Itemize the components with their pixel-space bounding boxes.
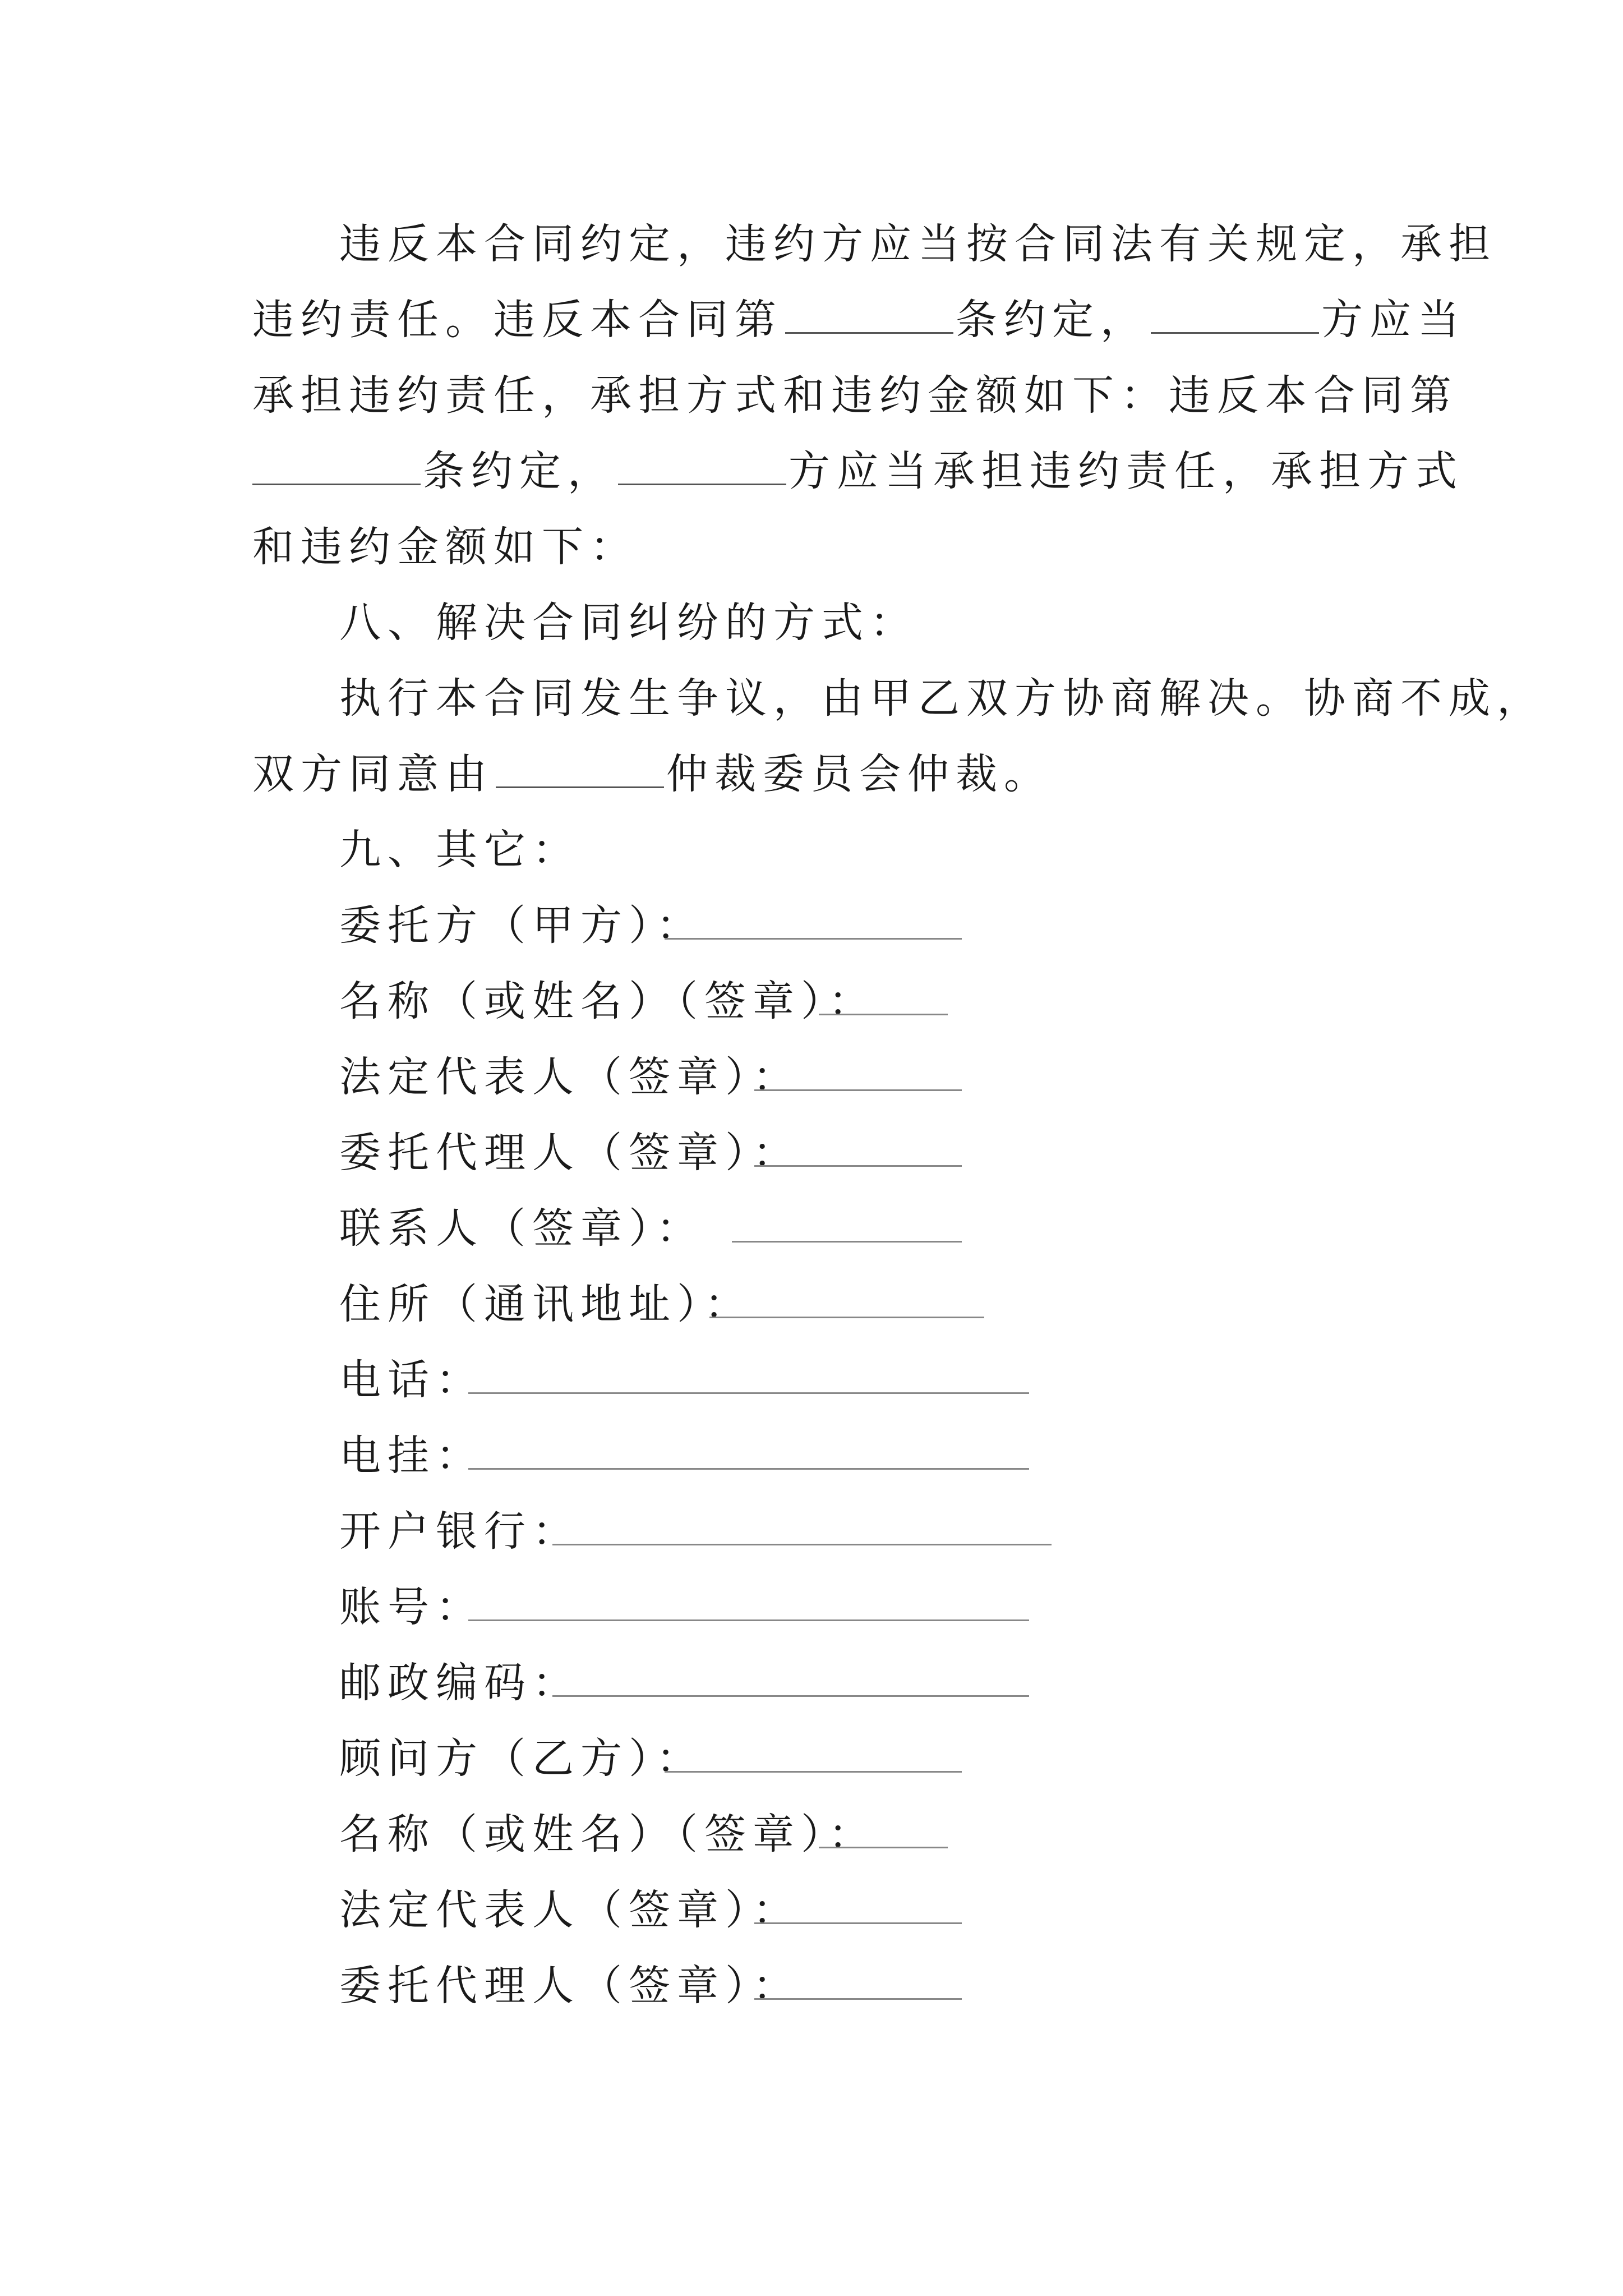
party-blank-1[interactable] bbox=[1151, 292, 1319, 334]
breach-text-4c: 方应当承担违约责任，承担方式 bbox=[789, 447, 1464, 495]
a-postcode-field[interactable] bbox=[552, 1695, 1029, 1697]
a-name-field[interactable] bbox=[819, 1014, 948, 1015]
b-legal-rep-label: 法定代表人（签章）： bbox=[339, 1886, 801, 1934]
b-agent-field[interactable] bbox=[754, 1998, 962, 2000]
section-9-title: 九、其它： bbox=[339, 826, 580, 874]
a-account-field[interactable] bbox=[468, 1619, 1029, 1621]
b-name-row bbox=[339, 1806, 877, 1862]
b-legal-rep-row bbox=[339, 1882, 801, 1938]
section-9-heading bbox=[339, 822, 580, 878]
section-8-heading bbox=[339, 595, 918, 651]
breach-text-2b: 条约定， bbox=[956, 296, 1149, 344]
a-contact-field[interactable] bbox=[732, 1241, 962, 1243]
a-agent-label: 委托代理人（签章）： bbox=[339, 1129, 801, 1177]
breach-line-2 bbox=[252, 292, 1466, 348]
clause-number-blank-2[interactable] bbox=[252, 443, 421, 485]
breach-text-3: 承担违约责任，承担方式和违约金额如下：违反本合同第 bbox=[252, 371, 1458, 420]
a-bank-row bbox=[339, 1503, 580, 1559]
breach-line-5 bbox=[252, 519, 638, 575]
breach-text-1: 违反本合同约定，违约方应当按合同法有关规定，承担 bbox=[339, 220, 1497, 268]
a-address-row bbox=[339, 1276, 753, 1332]
a-address-label: 住所（通讯地址）： bbox=[339, 1280, 753, 1328]
a-agent-field[interactable] bbox=[754, 1165, 962, 1167]
client-party-field[interactable] bbox=[665, 938, 962, 940]
a-address-field[interactable] bbox=[709, 1317, 984, 1318]
dispute-text-2b: 仲裁委员会仲裁。 bbox=[666, 750, 1052, 798]
consultant-party-field[interactable] bbox=[665, 1771, 962, 1773]
a-phone-row bbox=[339, 1352, 484, 1408]
b-legal-rep-field[interactable] bbox=[754, 1922, 962, 1924]
a-legal-rep-label: 法定代表人（签章）： bbox=[339, 1053, 801, 1101]
a-contact-row bbox=[339, 1200, 704, 1257]
section-8-title: 八、解决合同纠纷的方式： bbox=[339, 599, 918, 647]
breach-line-4 bbox=[252, 443, 1464, 499]
a-telegram-row bbox=[339, 1428, 484, 1484]
a-name-label: 名称（或姓名）（签章）： bbox=[339, 977, 877, 1025]
party-blank-2[interactable] bbox=[618, 443, 786, 485]
breach-line-3 bbox=[252, 367, 1458, 424]
dispute-line-1 bbox=[339, 670, 1545, 726]
a-account-row bbox=[339, 1579, 484, 1635]
a-phone-label: 电话： bbox=[339, 1356, 484, 1404]
arbitration-committee-blank[interactable] bbox=[496, 746, 664, 788]
a-postcode-label: 邮政编码： bbox=[339, 1659, 580, 1707]
dispute-text-2a: 双方同意由 bbox=[252, 750, 494, 798]
breach-text-5: 和违约金额如下： bbox=[252, 523, 638, 571]
a-legal-rep-field[interactable] bbox=[754, 1089, 962, 1091]
consultant-party-row bbox=[339, 1731, 704, 1787]
b-agent-label: 委托代理人（签章）： bbox=[339, 1962, 801, 2010]
breach-text-4b: 条约定， bbox=[423, 447, 616, 495]
a-bank-label: 开户银行： bbox=[339, 1507, 580, 1556]
a-telegram-label: 电挂： bbox=[339, 1432, 484, 1480]
consultant-party-label: 顾问方（乙方）： bbox=[339, 1734, 704, 1783]
breach-text-2c: 方应当 bbox=[1321, 296, 1466, 344]
a-telegram-field[interactable] bbox=[468, 1468, 1029, 1470]
clause-number-blank-1[interactable] bbox=[785, 292, 953, 334]
a-name-row bbox=[339, 973, 877, 1029]
a-postcode-row bbox=[339, 1655, 580, 1711]
breach-line-1 bbox=[339, 216, 1497, 272]
breach-text-2a: 违约责任。违反本合同第 bbox=[252, 296, 783, 344]
dispute-text-1: 执行本合同发生争议，由甲乙双方协商解决。协商不成， bbox=[339, 674, 1545, 723]
b-agent-row bbox=[339, 1958, 801, 2014]
b-name-label: 名称（或姓名）（签章）： bbox=[339, 1810, 877, 1858]
a-account-label: 账号： bbox=[339, 1583, 484, 1631]
b-name-field[interactable] bbox=[819, 1847, 948, 1848]
a-phone-field[interactable] bbox=[468, 1392, 1029, 1394]
a-bank-field[interactable] bbox=[552, 1544, 1052, 1545]
a-contact-label: 联系人（签章）： bbox=[339, 1204, 704, 1253]
dispute-line-2 bbox=[252, 746, 1052, 802]
a-legal-rep-row bbox=[339, 1049, 801, 1105]
client-party-row bbox=[339, 898, 704, 954]
client-party-label: 委托方（甲方）： bbox=[339, 901, 704, 950]
a-agent-row bbox=[339, 1125, 801, 1181]
